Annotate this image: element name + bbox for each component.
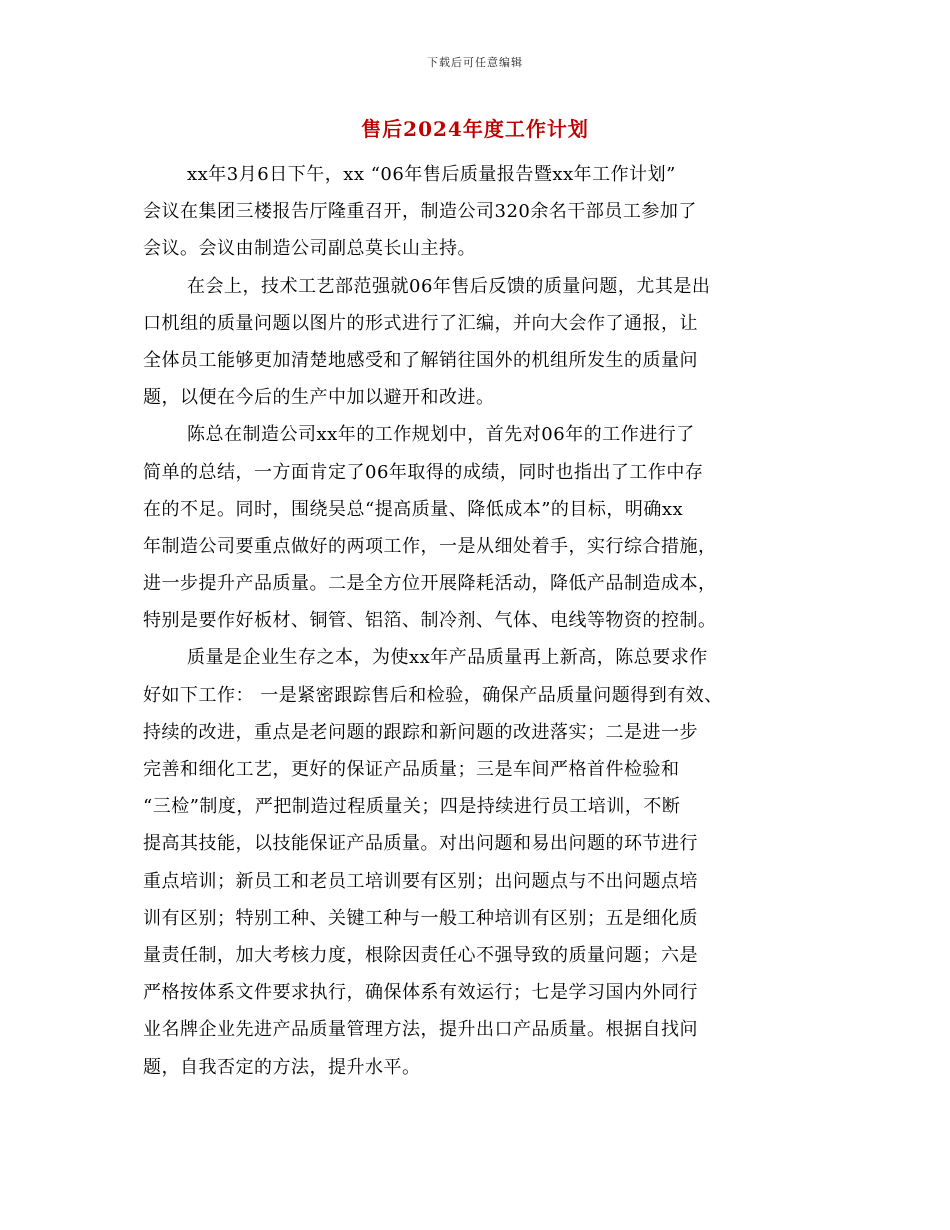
text-line: 训有区别；特别工种、关键工种与一般工种培训有区别；五是细化质 [143,907,698,929]
document-body [143,156,811,1086]
text-line: 题，自我否定的方法，提升水平。 [143,1056,421,1078]
text-line: 好如下工作： 一是紧密跟踪售后和检验，确保产品质量问题得到有效、 [143,684,723,706]
text-line: xx年3月6日下午，xx “06年售后质量报告暨xx年工作计划” [187,164,676,185]
text-line: 量责任制，加大考核力度，根除因责任心不强导致的质量问题；六是 [143,944,698,966]
text-line: 会议。会议由制造公司副总莫长山主持。 [143,238,476,260]
text-line: 口机组的质量问题以图片的形式进行了汇编，并向大会作了通报，让 [143,312,698,334]
text-line: 会议在集团三楼报告厅隆重召开，制造公司320余名干部员工参加了 [143,201,697,223]
text-line: 提高其技能，以技能保证产品质量。对出问题和易出问题的环节进行 [143,833,698,855]
text-line: 持续的改进，重点是老问题的跟踪和新问题的改进落实；二是进一步 [143,721,698,743]
text-line: “三检”制度，严把制造过程质量关；四是持续进行员工培训，不断 [143,796,681,818]
text-line: 题，以便在今后的生产中加以避开和改进。 [143,387,495,409]
text-line: 全体员工能够更加清楚地感受和了解销往国外的机组所发生的质量问 [143,349,698,371]
text-line: 简单的总结，一方面肯定了06年取得的成绩，同时也指出了工作中存 [143,461,704,483]
header-note: 下载后可任意编辑 [427,56,523,69]
text-line: 在会上，技术工艺部范强就06年售后反馈的质量问题，尤其是出 [187,275,711,297]
text-line: 陈总在制造公司xx年的工作规划中，首先对06年的工作进行了 [187,424,695,446]
text-line: 完善和细化工艺，更好的保证产品质量；三是车间严格首件检验和 [143,759,680,780]
text-line: 特别是要作好板材、铜管、铝箔、制冷剂、气体、电线等物资的控制。 [143,610,717,632]
document-title: 售后2024年度工作计划 [361,117,589,141]
text-line: 重点培训；新员工和老员工培训要有区别；出问题点与不出问题点培 [143,870,698,892]
text-line: 严格按体系文件要求执行，确保体系有效运行；七是学习国内外同行 [143,982,698,1004]
text-line: 在的不足。同时，围绕吴总“提高质量、降低成本”的目标，明确xx [143,498,684,520]
text-line: 质量是企业生存之本，为使xx年产品质量再上新高，陈总要求作 [187,647,708,669]
text-line: 业名牌企业先进产品质量管理方法，提升出口产品质量。根据自找问 [143,1019,698,1041]
text-line: 年制造公司要重点做好的两项工作，一是从细处着手，实行综合措施， [143,535,717,557]
text-line: 进一步提升产品质量。二是全方位开展降耗活动，降低产品制造成本， [143,573,717,595]
